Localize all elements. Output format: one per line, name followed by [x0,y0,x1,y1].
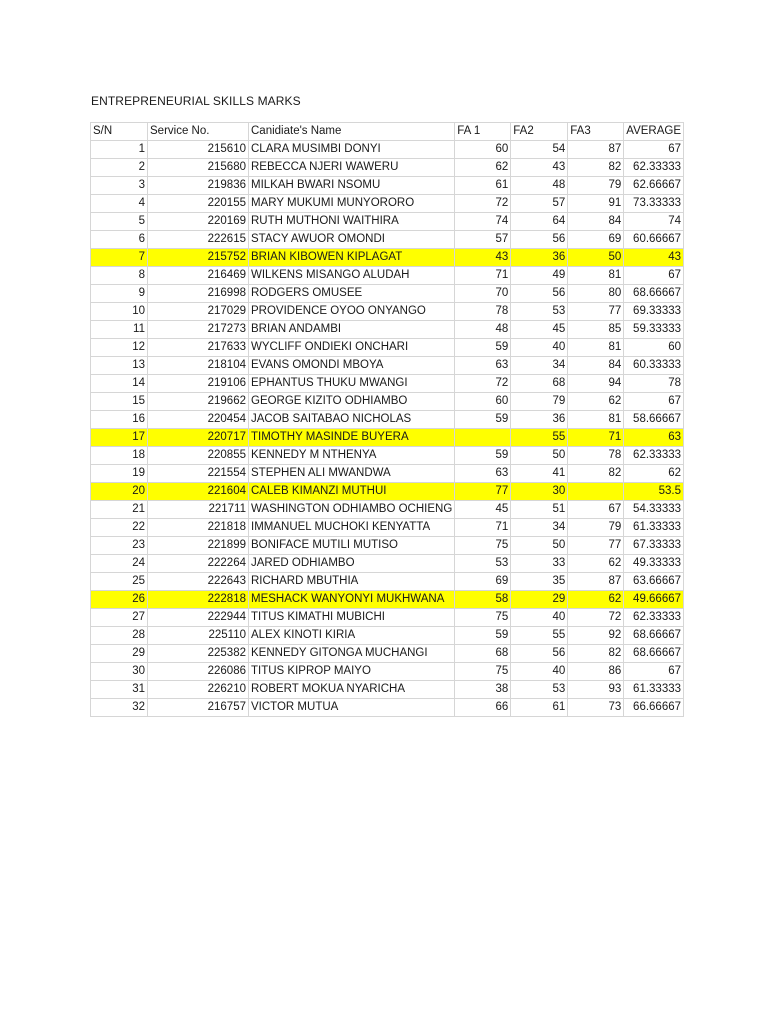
cell-fa2: 43 [511,159,568,177]
cell-fa3: 84 [568,213,624,231]
cell-sn: 22 [91,519,148,537]
cell-average: 49.33333 [624,555,684,573]
cell-average: 60 [624,339,684,357]
header-candidate-name: Canidiate's Name [249,123,455,141]
cell-fa2: 79 [511,393,568,411]
cell-fa3: 69 [568,231,624,249]
cell-fa2: 50 [511,447,568,465]
cell-fa2: 50 [511,537,568,555]
cell-candidate-name: GEORGE KIZITO ODHIAMBO [249,393,455,411]
cell-fa1: 59 [455,411,511,429]
cell-fa3: 50 [568,249,624,267]
cell-fa1: 60 [455,141,511,159]
header-fa1: FA 1 [455,123,511,141]
cell-average: 61.33333 [624,681,684,699]
marks-table-body [91,141,684,717]
cell-fa2: 40 [511,339,568,357]
cell-candidate-name: JARED ODHIAMBO [249,555,455,573]
cell-sn: 31 [91,681,148,699]
cell-service-no: 216998 [148,285,249,303]
cell-fa2: 40 [511,609,568,627]
cell-fa3 [568,483,624,501]
table-row [91,519,684,537]
cell-sn: 23 [91,537,148,555]
table-row [91,447,684,465]
cell-fa1: 58 [455,591,511,609]
cell-average: 67.33333 [624,537,684,555]
cell-fa2: 68 [511,375,568,393]
cell-candidate-name: CALEB KIMANZI MUTHUI [249,483,455,501]
table-row [91,609,684,627]
table-row [91,627,684,645]
cell-fa2: 53 [511,303,568,321]
cell-fa3: 78 [568,447,624,465]
cell-sn: 26 [91,591,148,609]
table-row [91,177,684,195]
cell-fa3: 82 [568,465,624,483]
cell-average: 68.66667 [624,645,684,663]
cell-candidate-name: TITUS KIPROP MAIYO [249,663,455,681]
cell-service-no: 216469 [148,267,249,285]
cell-candidate-name: EPHANTUS THUKU MWANGI [249,375,455,393]
cell-fa1: 72 [455,375,511,393]
cell-service-no: 220155 [148,195,249,213]
cell-fa2: 55 [511,429,568,447]
cell-fa3: 87 [568,141,624,159]
cell-fa2: 64 [511,213,568,231]
cell-average: 66.66667 [624,699,684,717]
cell-average: 74 [624,213,684,231]
cell-fa3: 81 [568,411,624,429]
cell-sn: 25 [91,573,148,591]
cell-fa3: 91 [568,195,624,213]
cell-sn: 12 [91,339,148,357]
cell-fa3: 62 [568,555,624,573]
table-row [91,357,684,375]
table-row [91,231,684,249]
cell-candidate-name: WASHINGTON ODHIAMBO OCHIENG [249,501,455,519]
cell-fa3: 79 [568,519,624,537]
cell-sn: 5 [91,213,148,231]
cell-average: 49.66667 [624,591,684,609]
cell-candidate-name: WILKENS MISANGO ALUDAH [249,267,455,285]
cell-candidate-name: STACY AWUOR OMONDI [249,231,455,249]
cell-average: 63.66667 [624,573,684,591]
cell-average: 54.33333 [624,501,684,519]
cell-fa2: 40 [511,663,568,681]
cell-service-no: 221554 [148,465,249,483]
cell-fa1: 75 [455,537,511,555]
cell-service-no: 226086 [148,663,249,681]
cell-service-no: 220717 [148,429,249,447]
table-row [91,393,684,411]
cell-sn: 9 [91,285,148,303]
cell-service-no: 222643 [148,573,249,591]
cell-average: 78 [624,375,684,393]
cell-candidate-name: BRIAN KIBOWEN KIPLAGAT [249,249,455,267]
cell-candidate-name: KENNEDY M NTHENYA [249,447,455,465]
cell-candidate-name: CLARA MUSIMBI DONYI [249,141,455,159]
cell-average: 61.33333 [624,519,684,537]
cell-service-no: 222944 [148,609,249,627]
cell-candidate-name: IMMANUEL MUCHOKI KENYATTA [249,519,455,537]
cell-candidate-name: VICTOR MUTUA [249,699,455,717]
cell-sn: 20 [91,483,148,501]
cell-fa3: 67 [568,501,624,519]
cell-fa1: 59 [455,447,511,465]
cell-fa3: 94 [568,375,624,393]
cell-candidate-name: MESHACK WANYONYI MUKHWANA [249,591,455,609]
cell-fa3: 84 [568,357,624,375]
cell-average: 68.66667 [624,627,684,645]
cell-sn: 29 [91,645,148,663]
marks-table [90,122,684,717]
cell-service-no: 220169 [148,213,249,231]
cell-fa3: 77 [568,537,624,555]
cell-average: 58.66667 [624,411,684,429]
cell-fa2: 56 [511,231,568,249]
header-fa3: FA3 [568,123,624,141]
cell-average: 62.33333 [624,159,684,177]
cell-fa2: 49 [511,267,568,285]
cell-service-no: 222264 [148,555,249,573]
cell-sn: 8 [91,267,148,285]
cell-fa2: 55 [511,627,568,645]
cell-fa1: 60 [455,393,511,411]
cell-sn: 6 [91,231,148,249]
cell-fa2: 33 [511,555,568,573]
cell-fa1 [455,429,511,447]
cell-fa2: 29 [511,591,568,609]
cell-candidate-name: STEPHEN ALI MWANDWA [249,465,455,483]
header-row [91,123,684,141]
cell-fa1: 59 [455,627,511,645]
cell-service-no: 217273 [148,321,249,339]
header-fa2: FA2 [511,123,568,141]
table-row [91,573,684,591]
table-row [91,339,684,357]
cell-fa1: 74 [455,213,511,231]
cell-fa1: 61 [455,177,511,195]
table-row [91,501,684,519]
table-row [91,213,684,231]
cell-fa2: 57 [511,195,568,213]
cell-candidate-name: RUTH MUTHONI WAITHIRA [249,213,455,231]
cell-sn: 16 [91,411,148,429]
cell-fa2: 45 [511,321,568,339]
header-average: AVERAGE [624,123,684,141]
cell-average: 62.33333 [624,447,684,465]
cell-fa1: 71 [455,267,511,285]
cell-average: 62 [624,465,684,483]
cell-average: 59.33333 [624,321,684,339]
cell-fa3: 77 [568,303,624,321]
cell-fa1: 69 [455,573,511,591]
table-row [91,699,684,717]
cell-fa1: 70 [455,285,511,303]
cell-fa2: 34 [511,357,568,375]
cell-sn: 14 [91,375,148,393]
cell-fa1: 78 [455,303,511,321]
table-row [91,267,684,285]
cell-service-no: 220855 [148,447,249,465]
cell-sn: 10 [91,303,148,321]
cell-service-no: 215610 [148,141,249,159]
cell-candidate-name: MARY MUKUMI MUNYORORO [249,195,455,213]
cell-fa1: 75 [455,609,511,627]
cell-fa3: 81 [568,339,624,357]
cell-service-no: 220454 [148,411,249,429]
cell-average: 69.33333 [624,303,684,321]
cell-service-no: 222818 [148,591,249,609]
table-row [91,663,684,681]
cell-service-no: 217029 [148,303,249,321]
cell-average: 67 [624,393,684,411]
cell-sn: 13 [91,357,148,375]
cell-candidate-name: REBECCA NJERI WAWERU [249,159,455,177]
cell-fa2: 41 [511,465,568,483]
cell-fa3: 82 [568,645,624,663]
cell-candidate-name: KENNEDY GITONGA MUCHANGI [249,645,455,663]
cell-service-no: 222615 [148,231,249,249]
cell-sn: 18 [91,447,148,465]
cell-fa3: 73 [568,699,624,717]
cell-fa1: 59 [455,339,511,357]
table-row [91,195,684,213]
cell-sn: 15 [91,393,148,411]
cell-average: 60.33333 [624,357,684,375]
header-sn: S/N [91,123,148,141]
cell-fa1: 68 [455,645,511,663]
cell-fa1: 63 [455,357,511,375]
cell-fa3: 81 [568,267,624,285]
cell-sn: 21 [91,501,148,519]
cell-candidate-name: PROVIDENCE OYOO ONYANGO [249,303,455,321]
cell-service-no: 221711 [148,501,249,519]
cell-average: 73.33333 [624,195,684,213]
cell-average: 62.33333 [624,609,684,627]
cell-service-no: 216757 [148,699,249,717]
cell-sn: 4 [91,195,148,213]
cell-candidate-name: TITUS KIMATHI MUBICHI [249,609,455,627]
table-row [91,303,684,321]
cell-candidate-name: ROBERT MOKUA NYARICHA [249,681,455,699]
cell-candidate-name: EVANS OMONDI MBOYA [249,357,455,375]
cell-service-no: 215680 [148,159,249,177]
cell-service-no: 218104 [148,357,249,375]
cell-fa3: 82 [568,159,624,177]
header-service-no: Service No. [148,123,249,141]
cell-candidate-name: RICHARD MBUTHIA [249,573,455,591]
cell-service-no: 219106 [148,375,249,393]
cell-fa3: 93 [568,681,624,699]
table-row [91,321,684,339]
cell-average: 63 [624,429,684,447]
cell-service-no: 221899 [148,537,249,555]
cell-service-no: 215752 [148,249,249,267]
cell-fa2: 56 [511,285,568,303]
cell-sn: 3 [91,177,148,195]
cell-sn: 1 [91,141,148,159]
table-row [91,591,684,609]
cell-fa3: 86 [568,663,624,681]
cell-candidate-name: TIMOTHY MASINDE BUYERA [249,429,455,447]
cell-sn: 2 [91,159,148,177]
cell-average: 68.66667 [624,285,684,303]
cell-service-no: 225110 [148,627,249,645]
cell-sn: 27 [91,609,148,627]
cell-fa1: 66 [455,699,511,717]
cell-sn: 32 [91,699,148,717]
cell-average: 62.66667 [624,177,684,195]
cell-sn: 30 [91,663,148,681]
cell-fa1: 62 [455,159,511,177]
cell-fa1: 48 [455,321,511,339]
cell-average: 67 [624,663,684,681]
cell-average: 67 [624,141,684,159]
cell-fa1: 63 [455,465,511,483]
cell-sn: 28 [91,627,148,645]
cell-candidate-name: BONIFACE MUTILI MUTISO [249,537,455,555]
table-row [91,681,684,699]
table-row [91,645,684,663]
cell-fa2: 36 [511,411,568,429]
cell-fa3: 92 [568,627,624,645]
cell-fa3: 87 [568,573,624,591]
table-row [91,249,684,267]
table-row [91,159,684,177]
cell-service-no: 217633 [148,339,249,357]
table-row [91,285,684,303]
table-row [91,141,684,159]
table-row [91,429,684,447]
table-row [91,375,684,393]
cell-fa1: 38 [455,681,511,699]
cell-fa2: 61 [511,699,568,717]
cell-fa1: 53 [455,555,511,573]
cell-candidate-name: BRIAN ANDAMBI [249,321,455,339]
cell-fa1: 57 [455,231,511,249]
cell-sn: 7 [91,249,148,267]
cell-fa2: 51 [511,501,568,519]
table-row [91,411,684,429]
cell-average: 67 [624,267,684,285]
cell-fa2: 34 [511,519,568,537]
cell-fa3: 72 [568,609,624,627]
cell-sn: 19 [91,465,148,483]
cell-sn: 24 [91,555,148,573]
cell-fa2: 54 [511,141,568,159]
cell-candidate-name: ALEX KINOTI KIRIA [249,627,455,645]
cell-fa2: 36 [511,249,568,267]
table-row [91,483,684,501]
table-row [91,537,684,555]
cell-average: 53.5 [624,483,684,501]
cell-fa3: 62 [568,393,624,411]
cell-sn: 11 [91,321,148,339]
cell-fa2: 53 [511,681,568,699]
cell-service-no: 221818 [148,519,249,537]
cell-fa2: 48 [511,177,568,195]
cell-fa1: 72 [455,195,511,213]
cell-service-no: 219836 [148,177,249,195]
cell-sn: 17 [91,429,148,447]
cell-fa1: 71 [455,519,511,537]
cell-candidate-name: RODGERS OMUSEE [249,285,455,303]
cell-fa2: 30 [511,483,568,501]
cell-service-no: 226210 [148,681,249,699]
table-row [91,465,684,483]
cell-fa3: 85 [568,321,624,339]
cell-fa1: 77 [455,483,511,501]
cell-fa2: 56 [511,645,568,663]
cell-fa1: 43 [455,249,511,267]
cell-candidate-name: WYCLIFF ONDIEKI ONCHARI [249,339,455,357]
cell-fa2: 35 [511,573,568,591]
cell-service-no: 219662 [148,393,249,411]
cell-fa1: 75 [455,663,511,681]
cell-fa3: 79 [568,177,624,195]
cell-candidate-name: JACOB SAITABAO NICHOLAS [249,411,455,429]
cell-fa3: 80 [568,285,624,303]
cell-service-no: 225382 [148,645,249,663]
cell-average: 43 [624,249,684,267]
cell-fa3: 71 [568,429,624,447]
cell-service-no: 221604 [148,483,249,501]
table-row [91,555,684,573]
cell-fa1: 45 [455,501,511,519]
cell-average: 60.66667 [624,231,684,249]
page-title: ENTREPRENEURIAL SKILLS MARKS [91,94,301,108]
cell-fa3: 62 [568,591,624,609]
cell-candidate-name: MILKAH BWARI NSOMU [249,177,455,195]
